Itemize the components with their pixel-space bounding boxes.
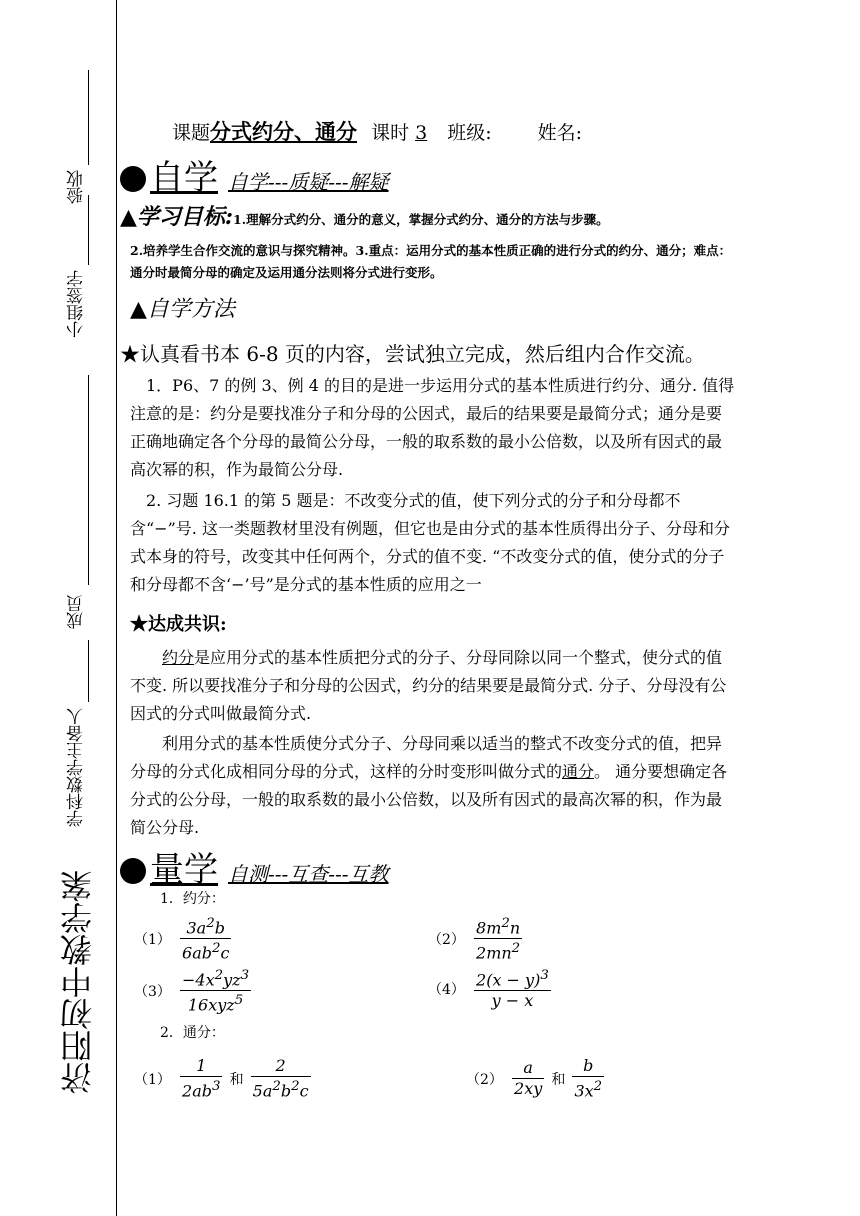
learning-goals xyxy=(120,200,740,231)
measure-title: 量学 xyxy=(150,850,218,890)
term-tongfen: 通分 xyxy=(562,762,595,781)
problem-4 xyxy=(428,966,551,1011)
self-study-heading xyxy=(120,150,389,199)
fraction: $\frac{a}{2xy}$ xyxy=(514,1058,543,1099)
measure-heading xyxy=(120,842,389,891)
lesson-header xyxy=(172,116,582,146)
lesson-topic: 分式约分、通分 xyxy=(210,119,358,144)
bullet-dot-icon xyxy=(120,166,146,192)
self-study-title: 自学 xyxy=(150,158,218,198)
sidebar-line-zhubei xyxy=(88,640,89,702)
fraction: $\frac{2(x - y)^3}{y - x}$ xyxy=(476,968,549,1011)
goals-head: ▲学习目标: xyxy=(120,204,234,230)
consensus-head: ★达成共识: xyxy=(130,614,227,635)
method-head: ▲自学方法 xyxy=(130,297,235,322)
problem-2 xyxy=(428,914,522,964)
method-paragraph-2: 2. 习题 16.1 的第 5 题是：不改变分式的值，使下列分式的分子和分母都不含“−”号. 这一类题教材里没有例题，但它也是由分式的基本性质得出分子、分母和分式本身的符号，改变其中任何两个，分式的值不变. “不改变分式的值，使分式的分子和分母都不含‘−’号”是分式的基本性质的应用之一 xyxy=(130,491,730,594)
margin-line xyxy=(116,0,117,1216)
name-label: 姓名: xyxy=(537,122,583,144)
tongfen-1-label: （1） xyxy=(134,1071,171,1088)
period-value: 3 xyxy=(415,122,428,144)
fraction: $\frac{1}{2ab^3}$ xyxy=(182,1056,221,1101)
goals-2: 2.培养学生合作交流的意识与探究精神。3.重点：运用分式的基本性质正确的进行分式的约分、通分；难点：通分时最简分母的确定及运用通分法则将分式进行变形。 xyxy=(130,243,732,280)
sidebar-xiaozu: 小组签字 xyxy=(67,270,87,338)
question-2: 2．通分： xyxy=(160,1025,225,1041)
consensus-paragraph-2 xyxy=(130,730,735,842)
fraction: $\frac{b}{3x^2}$ xyxy=(574,1056,603,1101)
sidebar-chengyuan: 成员 xyxy=(67,595,87,629)
problem-3-label: （3） xyxy=(134,983,171,1000)
and-word: 和 xyxy=(229,1071,244,1088)
tongfen-problem-2 xyxy=(466,1056,604,1101)
term-yuefen: 约分 xyxy=(162,648,195,667)
sidebar-line-xiaozu xyxy=(88,195,89,265)
consensus-2-start: 利用分式的基本性质使分式分子、分母同乘以适当的整式不改变分式的值，把异分母的分式化成相同分母的分式，这样的分时变形叫做分式的 xyxy=(130,734,723,781)
problem-4-label: （4） xyxy=(428,981,465,998)
sidebar-yanshou: 验收 xyxy=(67,170,87,204)
measure-subtitle: 自测---互查---互教 xyxy=(228,862,389,886)
goals-1: 1.理解分式约分、通分的意义，掌握分式约分、通分的方法与步骤。 xyxy=(233,212,609,227)
question-1: 1．约分： xyxy=(160,891,225,907)
period-label: 课时 xyxy=(371,122,410,144)
topic-label: 课题 xyxy=(172,122,211,144)
sidebar-zhubei: 学科数学主备人 xyxy=(67,708,87,827)
consensus-paragraph-1 xyxy=(130,644,735,728)
fraction: $\frac{-4x^2yz^3}{16xyz^5}$ xyxy=(182,968,250,1015)
fraction: $\frac{2}{5a^2b^2c}$ xyxy=(252,1056,309,1101)
problem-3 xyxy=(134,966,251,1016)
self-study-subtitle: 自学---质疑---解疑 xyxy=(228,170,389,194)
sidebar-line-yanshou xyxy=(88,70,89,165)
method-paragraph-1: 1．P6、7 的例 3、例 4 的目的是进一步运用分式的基本性质进行约分、通分. 值得注意的是：约分是要找准分子和分母的公因式，最后的结果要是最简分式；通分是要正确地确定各个分母的最简公分母，一般的取系数的最小公倍数，以及所有因式的最高次幂的积，作为最简公分母. xyxy=(130,376,735,479)
consensus-2-end: 。 通分要想确定各分式的公分母，一般的取系数的最小公倍数，以及所有因式的最高次幂的积，作为最简公分母. xyxy=(130,762,728,837)
method-star: ★认真看书本 6-8 页的内容，尝试独立完成，然后组内合作交流。 xyxy=(120,342,705,366)
tongfen-2-label: （2） xyxy=(466,1071,503,1088)
sidebar-line-chengyuan xyxy=(88,375,89,585)
class-label: 班级: xyxy=(447,122,492,144)
school-name: 济阳初中教学案 xyxy=(59,870,97,1094)
problem-1 xyxy=(134,914,231,964)
fraction: $\frac{3a^2b}{6ab^2c}$ xyxy=(182,916,230,963)
consensus-1-text: 是应用分式的基本性质把分式的分子、分母同除以同一个整式，使分式的值不变. 所以要找准分子和分母的公因式，约分的结果要是最简分式. 分子、分母没有公因式的分式叫做最简分式. xyxy=(130,648,727,723)
problem-1-label: （1） xyxy=(134,931,171,948)
and-word: 和 xyxy=(551,1071,566,1088)
problem-2-label: （2） xyxy=(428,931,465,948)
fraction: $\frac{8m^2n}{2mn^2}$ xyxy=(476,916,521,963)
bullet-dot-icon xyxy=(120,858,146,884)
tongfen-problem-1 xyxy=(134,1056,311,1101)
